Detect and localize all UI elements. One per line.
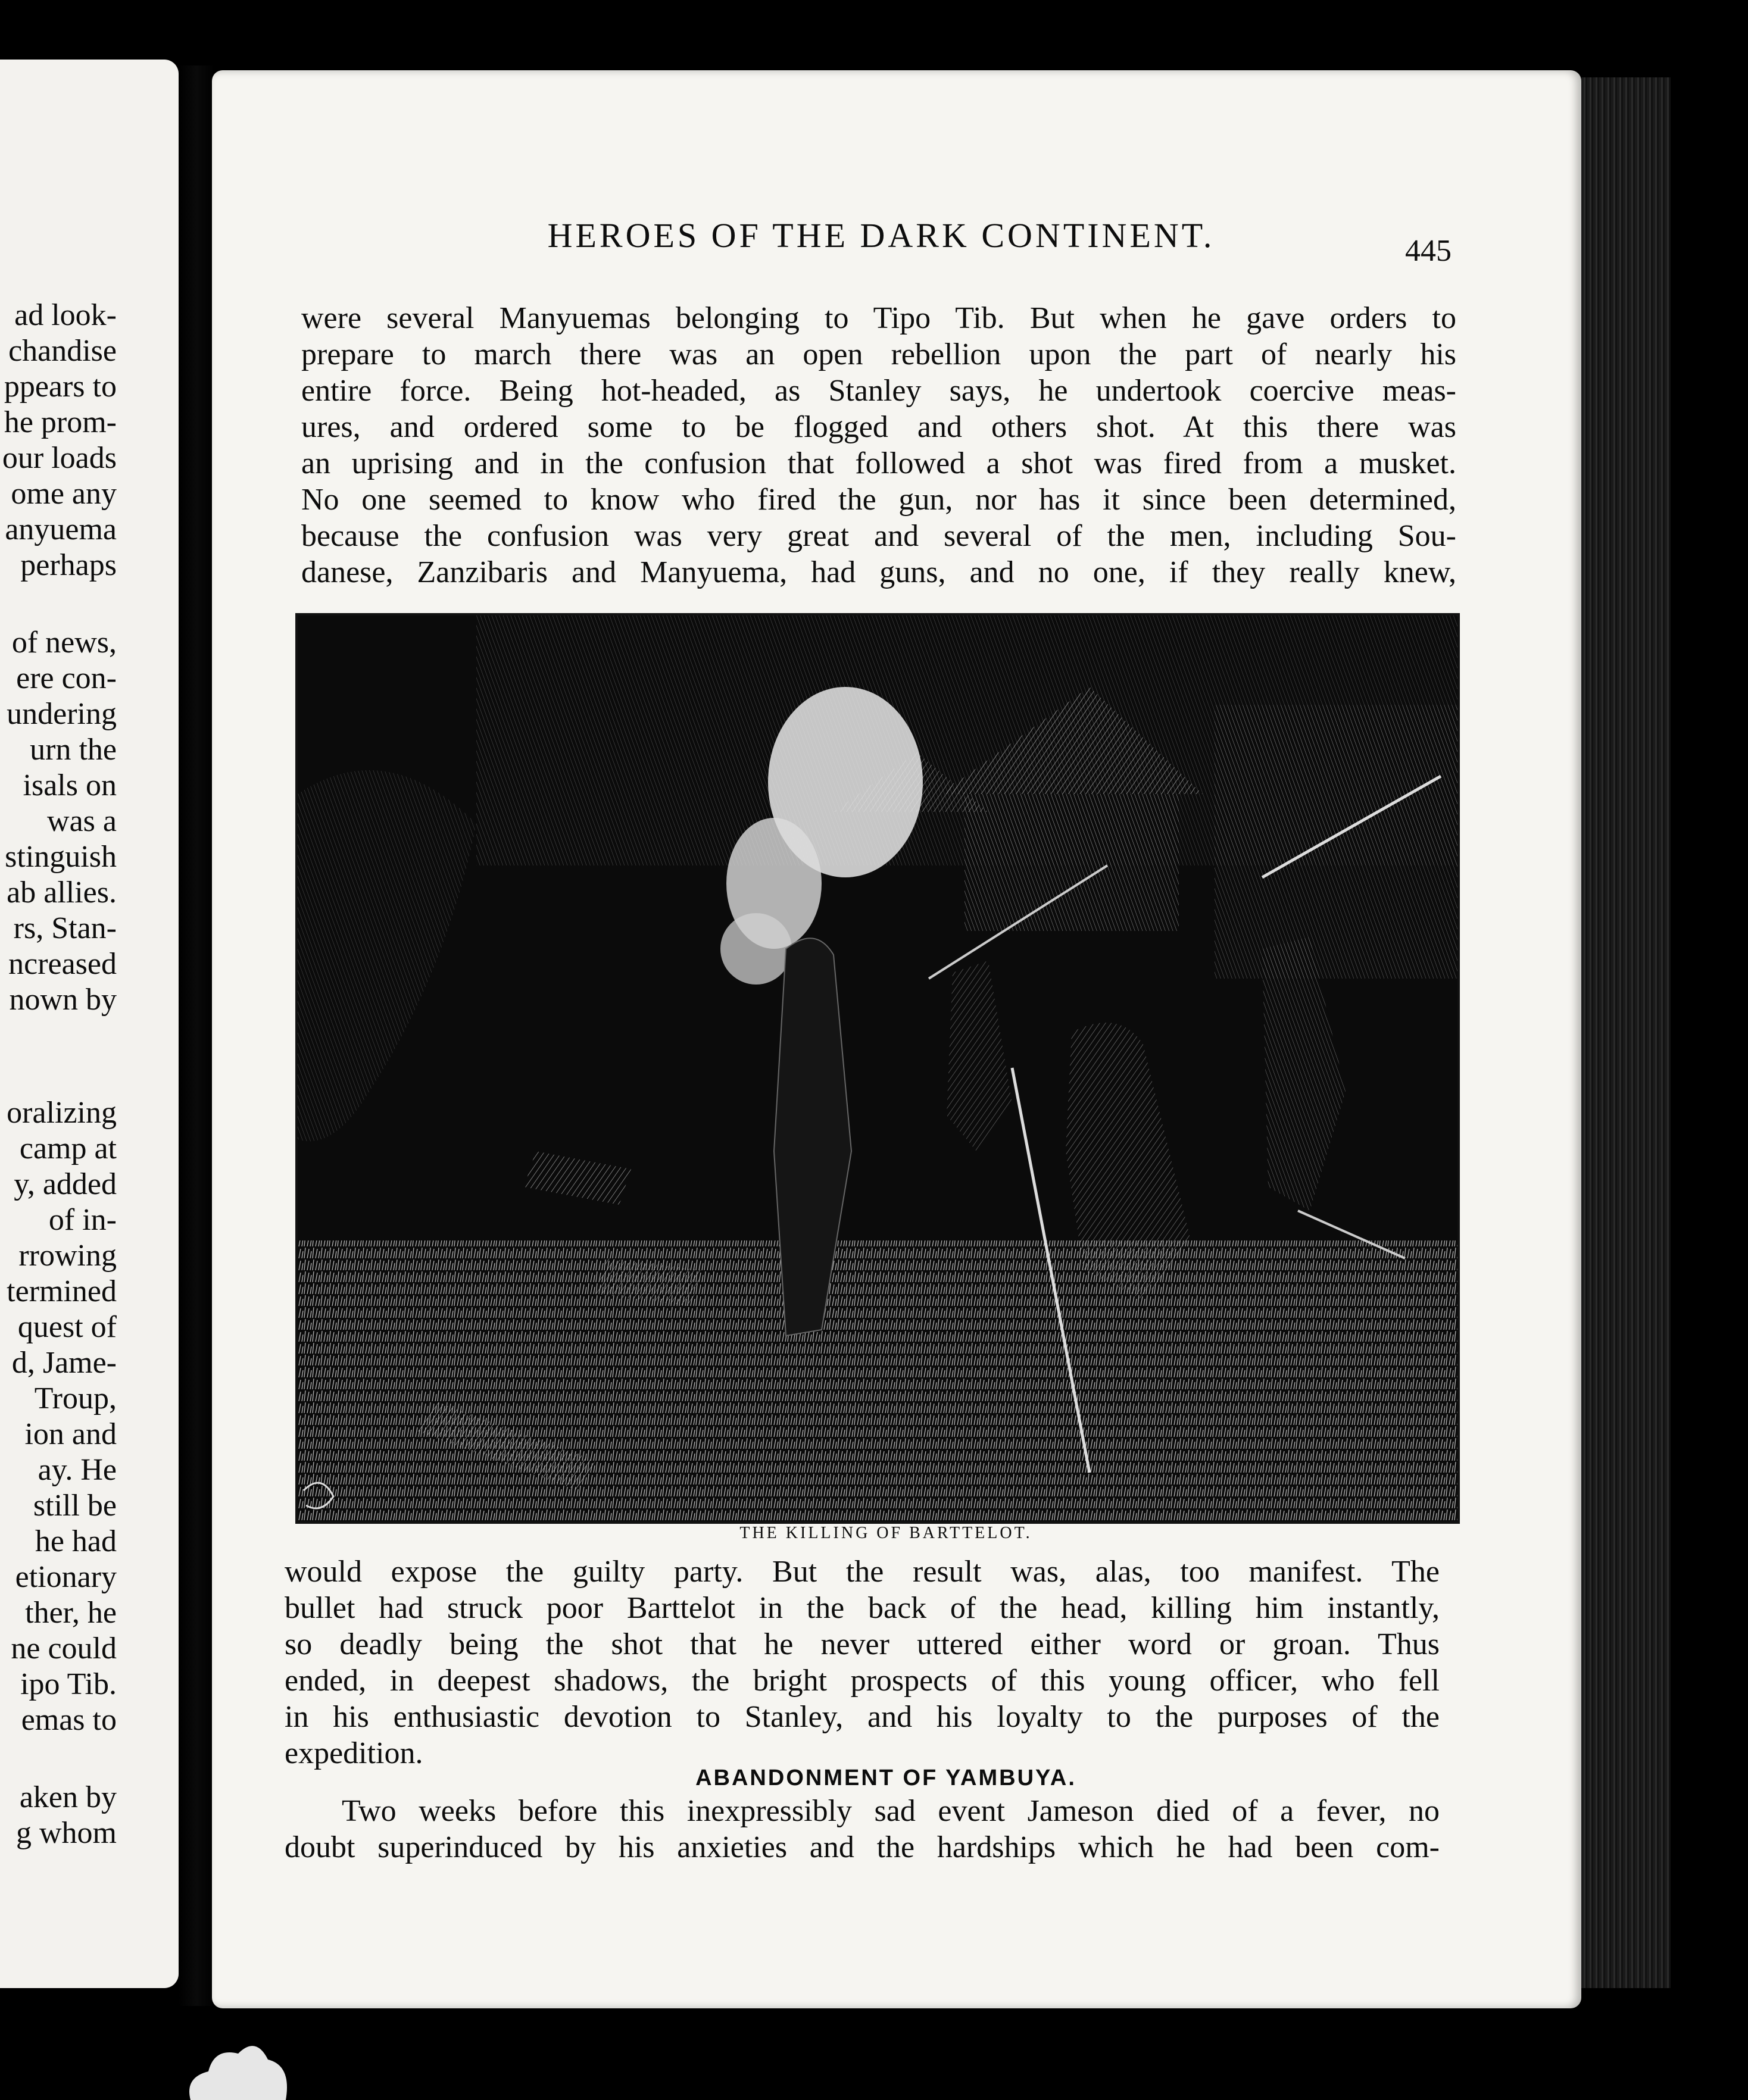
page-number: 445 (1405, 234, 1452, 268)
text-line: would expose the guilty party. But the result was, alas, too manifest. The (285, 1555, 1440, 1589)
left-page-text-fragment: ab allies. (7, 876, 117, 910)
left-page-text-fragment: rrowing (18, 1239, 117, 1273)
left-page-text-fragment: ther, he (25, 1596, 117, 1630)
left-page-text-fragment: of in- (48, 1203, 117, 1237)
text-line: entire force. Being hot-headed, as Stanley says, he undertook coercive meas- (301, 374, 1456, 408)
book-gutter (179, 65, 214, 2006)
text-line: because the confusion was very great and several of the men, including Sou- (301, 519, 1456, 553)
left-page-text-fragment: etionary (15, 1560, 117, 1594)
left-page-text-fragment: he prom- (4, 405, 117, 439)
left-page-text-fragment: termined (7, 1274, 117, 1308)
left-page-text-fragment: emas to (21, 1703, 117, 1737)
text-line: prepare to march there was an open rebellion upon the part of nearly his (301, 338, 1456, 371)
left-page-text-fragment: chandise (8, 334, 117, 368)
left-page-text-fragment: of news, (11, 626, 117, 660)
section-heading: ABANDONMENT OF YAMBUYA. (695, 1765, 1076, 1790)
left-page-text-fragment: he had (35, 1524, 117, 1558)
left-page-text-fragment: Troup, (34, 1382, 117, 1415)
text-line: Two weeks before this inexpressibly sad event Jameson died of a fever, no (342, 1794, 1440, 1828)
text-line: in his enthusiastic devotion to Stanley, and his loyalty to the purposes of the (285, 1700, 1440, 1734)
paragraph-last (285, 1793, 1440, 1865)
left-page-text-fragment: was a (47, 804, 117, 838)
engraving-illustration (295, 613, 1460, 1524)
text-line: an uprising and in the confusion that followed a shot was fired from a musket. (301, 446, 1456, 480)
illustration-caption: THE KILLING OF BARTTELOT. (739, 1524, 1032, 1542)
left-page-text-fragment: perhaps (20, 548, 117, 582)
left-page-text-fragment: our loads (2, 441, 117, 475)
text-line: ures, and ordered some to be flogged and others shot. At this there was (301, 410, 1456, 444)
left-page-text-fragment: ad look- (14, 298, 117, 332)
left-page-text-fragment: g whom (16, 1816, 117, 1850)
scan-stain (167, 2024, 321, 2100)
left-page-text-fragment: camp at (19, 1132, 117, 1165)
text-line: danese, Zanzibaris and Manyuema, had guns, and no one, if they really knew, (301, 555, 1456, 589)
left-page-text-fragment: ay. He (38, 1453, 117, 1487)
left-page-text-fragment: stinguish (5, 840, 117, 874)
left-page-text-fragment: ncreased (8, 947, 117, 981)
left-page-text-fragment: quest of (17, 1310, 117, 1344)
left-page-text-fragment: isals on (23, 768, 117, 802)
left-page-text-fragment: ome any (11, 477, 117, 511)
paragraph-top (301, 300, 1456, 590)
engraving-picture (298, 615, 1457, 1521)
scan-top-shadow (191, 0, 1679, 71)
running-title: HEROES OF THE DARK CONTINENT. (547, 216, 1215, 255)
text-line: were several Manyuemas belonging to Tipo Tib. But when he gave orders to (301, 301, 1456, 335)
left-page-text-fragment: d, Jame- (11, 1346, 117, 1380)
left-facing-page (0, 60, 179, 1988)
left-page-text-fragment: aken by (19, 1780, 117, 1814)
left-page-text-fragment: ipo Tib. (20, 1667, 117, 1701)
left-page-text-fragment: ion and (24, 1417, 117, 1451)
left-page-text-fragment: rs, Stan- (13, 911, 117, 945)
left-page-text-fragment: ere con- (16, 661, 117, 695)
page-edge-stack (1581, 77, 1671, 1988)
text-line: so deadly being the shot that he never uttered either word or groan. Thus (285, 1627, 1440, 1661)
left-page-text-fragment: ne could (11, 1632, 117, 1665)
paragraph-bottom (285, 1554, 1440, 1771)
left-page-text-fragment: urn the (30, 733, 117, 767)
left-page-text-fragment: nown by (9, 983, 117, 1017)
left-page-text-fragment: still be (33, 1489, 117, 1523)
left-page-text-fragment: anyuema (5, 512, 117, 546)
left-page-text-fragment: y, added (14, 1167, 117, 1201)
text-line: doubt superinduced by his anxieties and the hardships which he had been com- (285, 1830, 1440, 1864)
text-line: No one seemed to know who fired the gun, nor has it since been determined, (301, 483, 1456, 517)
left-page-text-fragment: undering (7, 697, 117, 731)
left-page-text-fragment: oralizing (7, 1096, 117, 1130)
text-line: ended, in deepest shadows, the bright prospects of this young officer, who fell (285, 1664, 1440, 1698)
text-line: bullet had struck poor Barttelot in the back of the head, killing him instantly, (285, 1591, 1440, 1625)
text-line: expedition. (285, 1736, 423, 1770)
left-page-text-fragment: ppears to (4, 370, 117, 404)
